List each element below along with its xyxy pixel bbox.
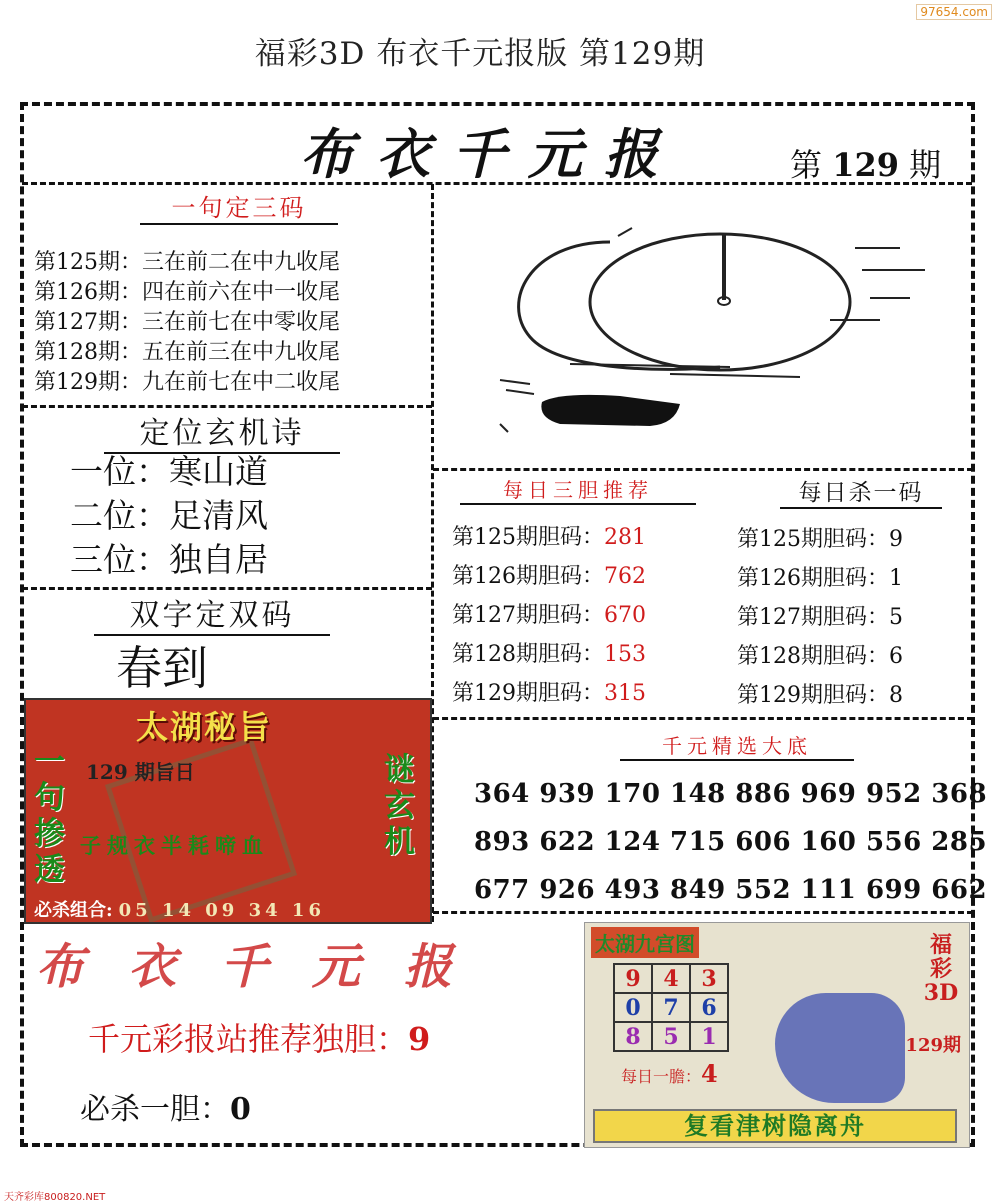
grid-side-title: 福彩3D <box>923 932 959 1006</box>
recommend-single <box>88 1014 430 1060</box>
kill-one <box>80 1084 251 1128</box>
item-value: 281 <box>604 525 646 550</box>
item-value: 315 <box>604 681 646 706</box>
grid-cell: 0 <box>614 993 652 1022</box>
issue-label <box>790 140 941 186</box>
taihu-left-text: 一句掺透 <box>34 744 65 888</box>
item-label: 第125期胆码： <box>452 525 604 550</box>
masthead-title: 布衣千元报 <box>300 122 680 186</box>
grid-riddle-strip: 复看津树隐离舟 <box>593 1109 957 1143</box>
grid-cell: 5 <box>652 1022 690 1051</box>
item-value: 153 <box>604 642 646 667</box>
poem-line: 二位：足清风 <box>70 496 268 535</box>
daily-three-title: 每日三胆推荐 <box>460 474 696 505</box>
double-char-title: 双字定双码 <box>94 590 330 636</box>
item-label: 第128期胆码： <box>452 642 604 667</box>
portrait-decoration <box>775 993 905 1103</box>
number-row: 677 926 493 849 552 111 699 662 <box>474 875 988 905</box>
taihu-title: 太湖秘旨 <box>136 708 273 746</box>
one-sentence-title: 一句定三码 <box>140 188 338 225</box>
number-row: 893 622 124 715 606 160 556 285 <box>474 827 988 857</box>
list-item: 第127期：三在前七在中零收尾 <box>34 310 340 335</box>
poem-line: 三位：独自居 <box>70 540 268 579</box>
list-item <box>452 635 646 674</box>
item-label: 第129期胆码： <box>452 681 604 706</box>
taihu-secret-image <box>24 698 432 924</box>
kill-one-value: 0 <box>230 1092 251 1127</box>
taihu-riddle: 子规衣半耗啼血 <box>80 833 269 858</box>
grid-cell: 3 <box>690 964 728 993</box>
kill-combo-numbers: 05 14 09 34 16 <box>118 900 325 921</box>
one-sentence-list <box>34 248 340 398</box>
grid-cell: 4 <box>652 964 690 993</box>
item-value: 670 <box>604 603 646 628</box>
brush-calligraphy-title: 布衣千元报 <box>36 939 497 995</box>
poem-lines <box>70 450 268 582</box>
list-item: 第128期：五在前三在中九收尾 <box>34 340 340 365</box>
taihu-issue: 129 期旨日 <box>86 760 195 784</box>
issue-suffix: 期 <box>909 146 942 184</box>
grid-title: 太湖九宫图 <box>591 927 699 958</box>
item-value: 762 <box>604 564 646 589</box>
kill-one-label: 必杀一胆： <box>80 1092 230 1127</box>
grid-daily-label: 每日一膽： <box>621 1067 702 1086</box>
list-item: 第127期胆码：5 <box>737 605 903 630</box>
grid-cell: 6 <box>690 993 728 1022</box>
poem-line: 一位：寒山道 <box>70 452 268 491</box>
nine-grid-image <box>584 922 970 1148</box>
base-select-rows <box>474 770 987 914</box>
grid-cell: 1 <box>690 1022 728 1051</box>
grid-daily-value: 4 <box>701 1059 718 1088</box>
list-item <box>452 557 646 596</box>
grid-cell: 7 <box>652 993 690 1022</box>
taihu-kill-combo <box>34 896 325 922</box>
daily-kill-list <box>737 520 903 715</box>
footer-watermark: 天齐彩库800820.NET <box>4 1192 106 1203</box>
site-watermark: 97654.com <box>916 4 992 20</box>
list-item: 第126期：四在前六在中一收尾 <box>34 280 340 305</box>
list-item: 第125期胆码：9 <box>737 527 903 552</box>
issue-number: 129 <box>832 146 899 184</box>
grid-daily <box>621 1059 718 1088</box>
list-item <box>452 674 646 713</box>
recommend-value: 9 <box>408 1020 431 1058</box>
kill-combo-label: 必杀组合: <box>34 900 113 921</box>
double-char-value: 春到 <box>116 641 208 695</box>
grid-side-issue: 129期 <box>905 1035 961 1056</box>
number-row: 364 939 170 148 886 969 952 368 <box>474 779 988 809</box>
base-select-title: 千元精选大底 <box>620 730 854 761</box>
sketch-drawing <box>470 212 945 452</box>
poem-title: 定位玄机诗 <box>104 408 340 454</box>
riddle-sketch <box>470 212 945 452</box>
daily-kill-title: 每日杀一码 <box>780 474 942 509</box>
nine-grid <box>613 963 729 1052</box>
list-item: 第129期：九在前七在中二收尾 <box>34 370 340 395</box>
list-item: 第125期：三在前二在中九收尾 <box>34 250 340 275</box>
divider <box>433 717 973 720</box>
taihu-right-text: 谜玄机 <box>384 752 415 860</box>
list-item: 第129期胆码：8 <box>737 683 903 708</box>
issue-prefix: 第 <box>790 146 823 184</box>
list-item <box>452 518 646 557</box>
list-item: 第128期胆码：6 <box>737 644 903 669</box>
page-title: 福彩3D 布衣千元报版 第129期 <box>254 36 706 72</box>
grid-cell: 8 <box>614 1022 652 1051</box>
item-label: 第127期胆码： <box>452 603 604 628</box>
recommend-label: 千元彩报站推荐独胆： <box>88 1020 409 1058</box>
daily-three-list <box>452 518 646 713</box>
item-label: 第126期胆码： <box>452 564 604 589</box>
grid-cell: 9 <box>614 964 652 993</box>
list-item: 第126期胆码：1 <box>737 566 903 591</box>
divider <box>433 468 973 471</box>
list-item <box>452 596 646 635</box>
